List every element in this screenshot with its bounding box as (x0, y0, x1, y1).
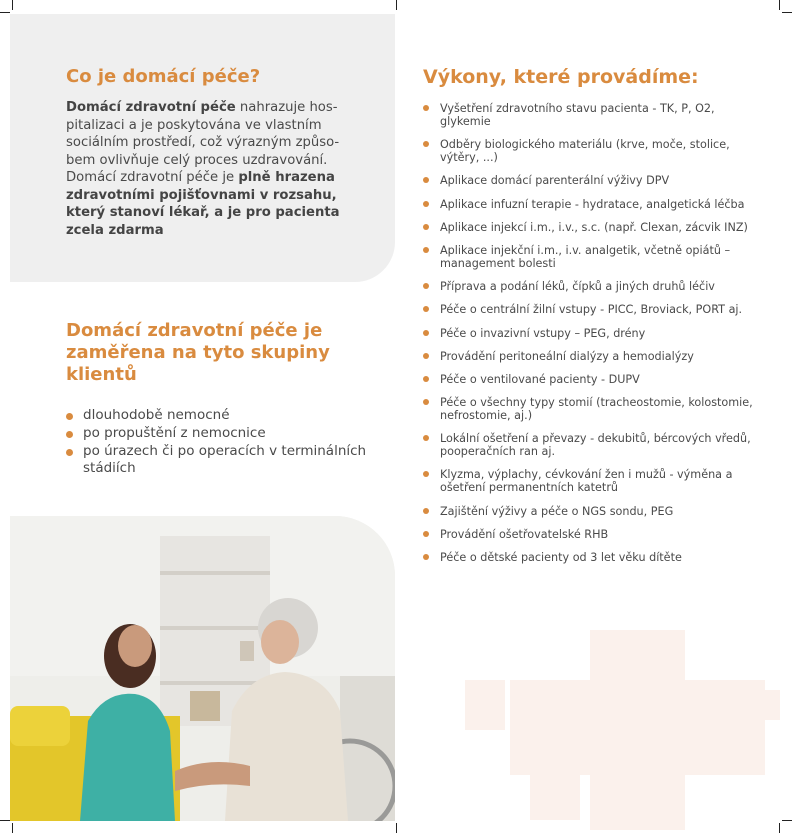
list-item (423, 373, 753, 386)
services-list (423, 102, 753, 574)
crop-mark (0, 820, 10, 821)
list-item (423, 505, 753, 518)
list-item-text: Aplikace injekcí i.m., i.v., s.c. (např. Clexan, zácvik INZ) (440, 220, 748, 234)
list-item-text: Péče o invazivní vstupy – PEG, drény (440, 326, 646, 340)
list-item (423, 468, 753, 494)
list-item (66, 443, 386, 477)
list-item-text: Příprava a podání léků, čípků a jiných druhů léčiv (440, 280, 715, 294)
intro-text-1: nahrazuje hos-pitalizaci a je poskytována ve vlastním sociálním prostředí, což výrazným způso-bem ovlivňuje celý proces uzdravování. Domácí zdravotní péče je (66, 100, 340, 185)
bullet-icon (66, 449, 73, 456)
list-item (423, 244, 753, 270)
crop-mark (12, 823, 13, 833)
bullet-icon (423, 376, 429, 382)
list-item-text: Zajištění výživy a péče o NGS sondu, PEG (440, 504, 674, 518)
bullet-icon (423, 306, 429, 312)
bullet-icon (423, 554, 429, 560)
crop-mark (12, 0, 13, 10)
groups-title: Domácí zdravotní péče je zaměřena na tyto skupiny klientů (66, 320, 330, 385)
list-item-text: Odběry biologického materiálu (krve, moče, stolice, výtěry, ...) (440, 138, 730, 165)
list-item (423, 303, 753, 316)
bullet-icon (423, 283, 429, 289)
crop-mark (782, 820, 792, 821)
list-item-text: Aplikace injekční i.m., i.v. analgetik, včetně opiátů – management bolesti (440, 243, 731, 270)
bullet-icon (423, 508, 429, 514)
crop-mark (779, 823, 780, 833)
list-item-text: Provádění ošetřovatelské RHB (440, 527, 609, 541)
bullet-icon (423, 330, 429, 336)
list-item (423, 102, 753, 128)
list-item (423, 396, 753, 422)
bullet-icon (423, 141, 429, 147)
list-item (423, 432, 753, 458)
bullet-icon (423, 399, 429, 405)
list-item-text: po úrazech či po operacích v terminálních stádiích (83, 443, 367, 476)
list-item-text: Péče o centrální žilní vstupy - PICC, Broviack, PORT aj. (440, 303, 743, 317)
crop-mark (396, 823, 397, 833)
intro-title: Co je domácí péče? (66, 66, 261, 87)
list-item (423, 198, 753, 211)
bullet-icon (423, 471, 429, 477)
list-item (423, 280, 753, 293)
list-item-text: po propuštění z nemocnice (83, 425, 266, 441)
list-item (423, 350, 753, 363)
bullet-icon (423, 353, 429, 359)
list-item (423, 327, 753, 340)
list-item-text: dlouhodobě nemocné (83, 407, 230, 423)
bullet-icon (423, 224, 429, 230)
list-item (66, 407, 386, 424)
bullet-icon (423, 105, 429, 111)
bullet-icon (423, 247, 429, 253)
services-title: Výkony, které provádíme: (423, 66, 699, 88)
list-item (423, 221, 753, 234)
list-item (423, 528, 753, 541)
bullet-icon (423, 435, 429, 441)
list-item (66, 425, 386, 442)
groups-list (66, 407, 386, 478)
bullet-icon (423, 201, 429, 207)
list-item-text: Péče o ventilované pacienty - DUPV (440, 372, 640, 386)
list-item-text: Aplikace infuzní terapie - hydratace, analgetická léčba (440, 197, 745, 211)
list-item-text: Provádění peritoneální dialýzy a hemodialýzy (440, 349, 694, 363)
list-item-text: Lokální ošetření a převazy - dekubitů, bércových vředů, pooperačních ran aj. (440, 432, 751, 459)
bullet-icon (66, 431, 73, 438)
care-photo (10, 516, 395, 821)
crop-mark (0, 12, 10, 13)
list-item (423, 551, 753, 564)
list-item-text: Vyšetření zdravotního stavu pacienta - TK, P, O2, glykemie (440, 102, 715, 128)
list-item-text: Aplikace domácí parenterální výživy DPV (440, 174, 670, 188)
list-item-text: Péče o všechny typy stomií (tracheostomie, kolostomie, nefrostomie, aj.) (440, 396, 753, 423)
intro-bold-1: Domácí zdravotní péče (66, 100, 236, 115)
bullet-icon (423, 531, 429, 537)
list-item (423, 174, 753, 187)
list-item-text: Péče o dětské pacienty od 3 let věku dítěte (440, 551, 682, 564)
crop-mark (779, 0, 780, 10)
bullet-icon (66, 413, 73, 420)
intro-paragraph (66, 99, 366, 239)
list-item (423, 138, 753, 164)
crop-mark (396, 0, 397, 10)
crop-mark (782, 12, 792, 13)
list-item-text: Klyzma, výplachy, cévkování žen i mužů - výměna a ošetření permanentních katetrů (440, 468, 733, 495)
bullet-icon (423, 177, 429, 183)
intro-bold-2: plně hrazena zdravotními pojišťovnami v rozsahu, který stanoví lékař, a je pro pacienta zcela zdarma (66, 170, 340, 238)
